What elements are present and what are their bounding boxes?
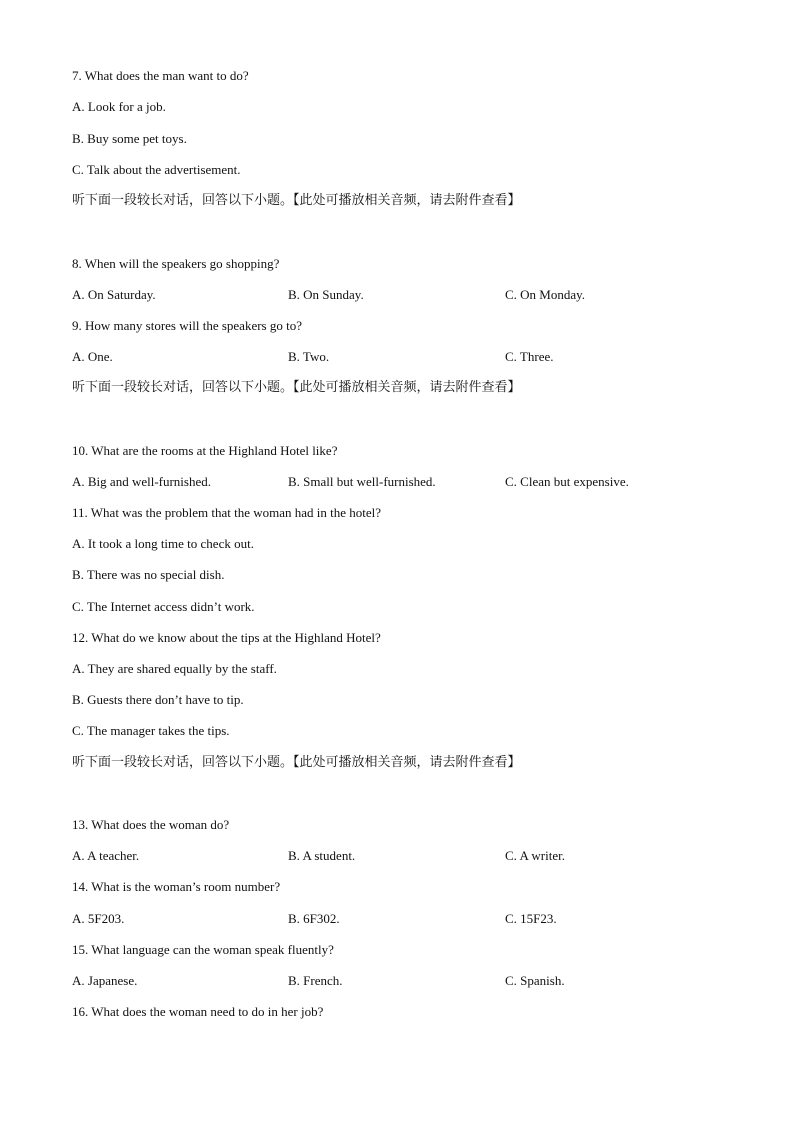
question-9-option-b: B. Two. <box>288 349 330 364</box>
question-15: 15. What language can the woman speak fluently? <box>72 942 334 957</box>
question-8-option-c: C. On Monday. <box>505 287 586 302</box>
question-10-option-b: B. Small but well-furnished. <box>288 474 436 489</box>
question-15-option-a: A. Japanese. <box>72 973 138 988</box>
question-13-option-c: C. A writer. <box>505 848 565 863</box>
question-7: 7. What does the man want to do? <box>72 68 249 83</box>
question-12-option-b: B. Guests there don’t have to tip. <box>72 692 244 707</box>
question-15-option-b: B. French. <box>288 973 343 988</box>
question-12: 12. What do we know about the tips at the Highland Hotel? <box>72 630 381 645</box>
question-11-option-b: B. There was no special dish. <box>72 567 225 582</box>
question-7-option-a: A. Look for a job. <box>72 99 166 114</box>
question-11: 11. What was the problem that the woman had in the hotel? <box>72 505 382 520</box>
question-10-option-c: C. Clean but expensive. <box>505 474 629 489</box>
question-14-option-c: C. 15F23. <box>505 911 557 926</box>
question-7-option-c: C. Talk about the advertisement. <box>72 162 241 177</box>
question-9-option-c: C. Three. <box>505 349 554 364</box>
question-15-option-c: C. Spanish. <box>505 973 565 988</box>
question-16: 16. What does the woman need to do in her job? <box>72 1004 324 1019</box>
listening-instruction-2: 听下面一段较长对话，回答以下小题。【此处可播放相关音频，请去附件查看】 <box>72 380 521 395</box>
question-9-option-a: A. One. <box>72 349 113 364</box>
listening-instruction-3: 听下面一段较长对话，回答以下小题。【此处可播放相关音频，请去附件查看】 <box>72 755 521 770</box>
question-14-option-b: B. 6F302. <box>288 911 340 926</box>
question-7-option-b: B. Buy some pet toys. <box>72 131 187 146</box>
question-8-option-b: B. On Sunday. <box>288 287 364 302</box>
question-10: 10. What are the rooms at the Highland Hotel like? <box>72 443 338 458</box>
question-11-option-a: A. It took a long time to check out. <box>72 536 254 551</box>
question-12-option-c: C. The manager takes the tips. <box>72 723 230 738</box>
question-10-option-a: A. Big and well-furnished. <box>72 474 212 489</box>
listening-instruction-1: 听下面一段较长对话，回答以下小题。【此处可播放相关音频，请去附件查看】 <box>72 193 521 208</box>
question-8-option-a: A. On Saturday. <box>72 287 156 302</box>
question-14: 14. What is the woman’s room number? <box>72 879 281 894</box>
question-8: 8. When will the speakers go shopping? <box>72 256 280 271</box>
question-13: 13. What does the woman do? <box>72 817 230 832</box>
question-9: 9. How many stores will the speakers go to? <box>72 318 302 333</box>
question-13-option-a: A. A teacher. <box>72 848 140 863</box>
question-12-option-a: A. They are shared equally by the staff. <box>72 661 277 676</box>
question-14-option-a: A. 5F203. <box>72 911 125 926</box>
question-13-option-b: B. A student. <box>288 848 356 863</box>
question-11-option-c: C. The Internet access didn’t work. <box>72 599 255 614</box>
